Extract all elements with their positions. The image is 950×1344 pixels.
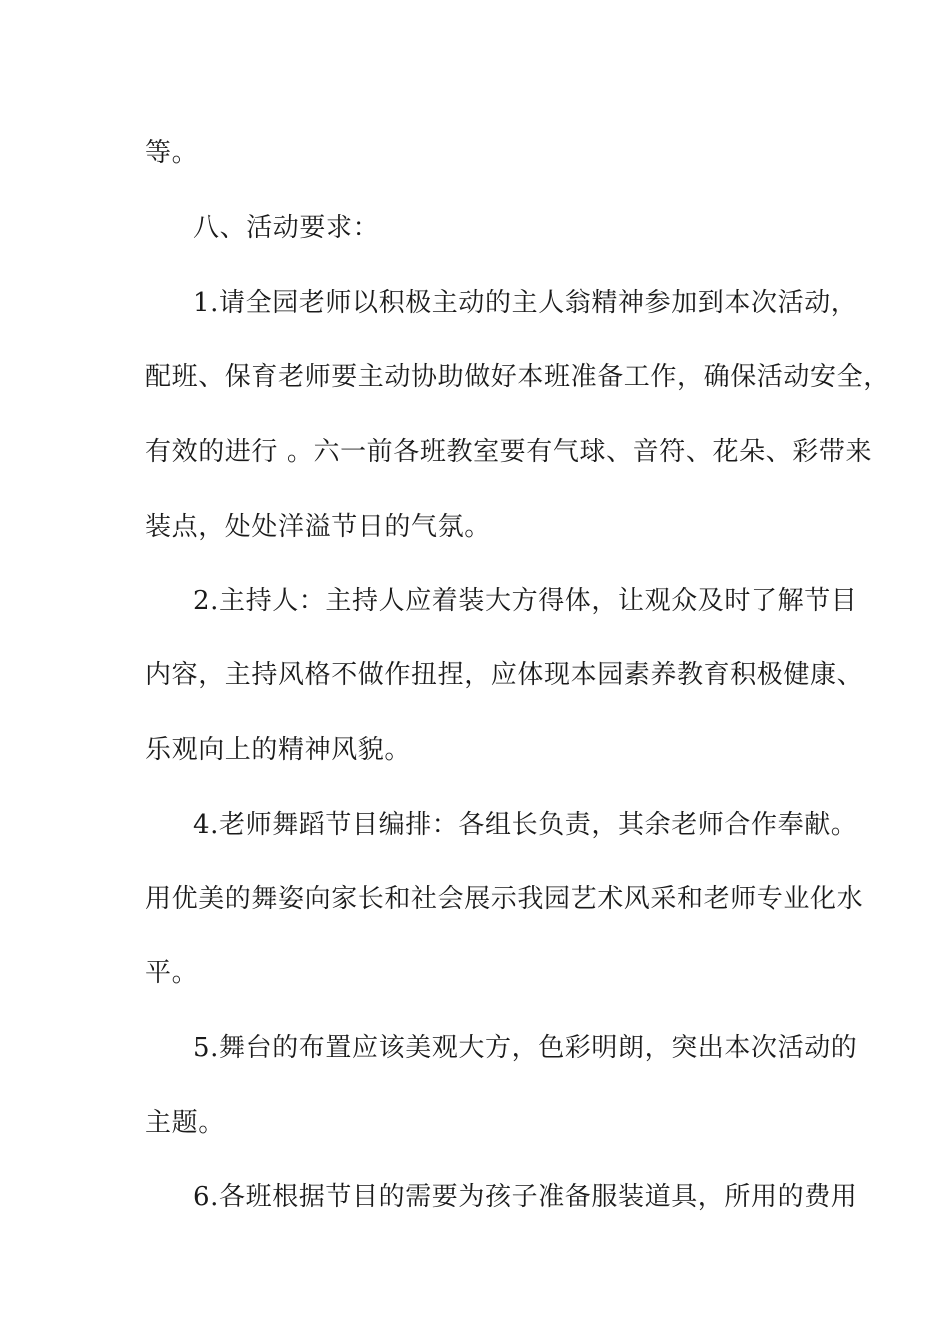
text-line-continuation: 等。 — [145, 138, 199, 168]
text-line: 平。 — [145, 958, 199, 988]
section-heading-activity-requirements: 八、活动要求： — [193, 213, 380, 243]
text-line: 主题。 — [145, 1108, 225, 1138]
text-line: 内容，主持风格不做作扭捏，应体现本园素养教育积极健康、 — [145, 660, 864, 690]
text-line-item-6: 6.各班根据节目的需要为孩子准备服装道具，所用的费用 — [193, 1182, 858, 1212]
text-line: 装点，处处洋溢节日的气氛。 — [145, 512, 491, 542]
text-line-item-2: 2.主持人：主持人应着装大方得体，让观众及时了解节目 — [193, 586, 858, 616]
text-line-item-5: 5.舞台的布置应该美观大方，色彩明朗，突出本次活动的 — [193, 1033, 858, 1063]
text-line: 有效的进行 。六一前各班教室要有气球、音符、花朵、彩带来 — [145, 437, 873, 467]
text-line: 配班、保育老师要主动协助做好本班准备工作，确保活动安全， — [145, 362, 890, 392]
text-line-item-4: 4.老师舞蹈节目编排：各组长负责，其余老师合作奉献。 — [193, 810, 858, 840]
text-line: 用优美的舞姿向家长和社会展示我园艺术风采和老师专业化水 — [145, 884, 864, 914]
text-line-item-1: 1.请全园老师以积极主动的主人翁精神参加到本次活动， — [193, 288, 858, 318]
text-line: 乐观向上的精神风貌。 — [145, 735, 412, 765]
